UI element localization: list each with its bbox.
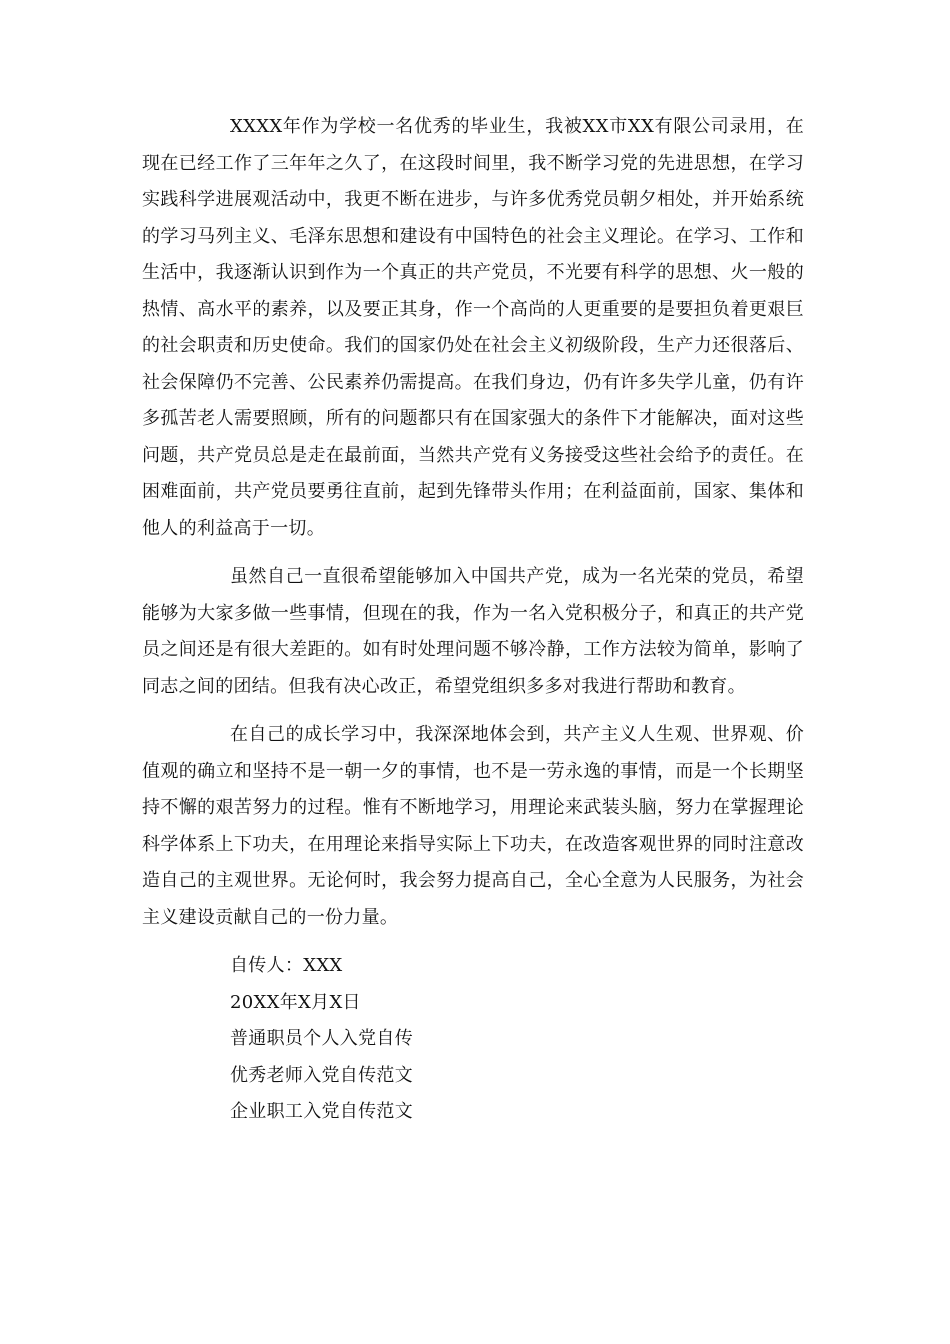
body-paragraph-1: XXXX年作为学校一名优秀的毕业生，我被XX市XX有限公司录用，在现在已经工作了三年年之久了，在这段时间里，我不断学习党的先进思想，在学习实践科学进展观活动中，我更不断在进步，与许多优秀党员朝夕相处，并开始系统的学习马列主义、毛泽东思想和建设有中国特色的社会主义理论。在学习、工作和生活中，我逐渐认识到作为一个真正的共产党员，不光要有科学的思想、火一般的热情、高水平的素养，以及要正其身，作一个高尚的人更重要的是要担负着更艰巨的社会职责和历史使命。我们的国家仍处在社会主义初级阶段，生产力还很落后、社会保障仍不完善、公民素养仍需提高。在我们身边，仍有许多失学儿童，仍有许多孤苦老人需要照顾，所有的问题都只有在国家强大的条件下才能解决，面对这些问题，共产党员总是走在最前面，当然共产党有义务接受这些社会给予的责任。在困难面前，共产党员要勇往直前，起到先锋带头作用；在利益面前，国家、集体和他人的利益高于一切。 xyxy=(142,116,804,539)
related-link-3[interactable]: 企业职工入党自传范文 xyxy=(230,1101,413,1122)
document-page xyxy=(142,109,804,1131)
related-link-2[interactable]: 优秀老师入党自传范文 xyxy=(230,1064,413,1086)
body-paragraph-3: 在自己的成长学习中，我深深地体会到，共产主义人生观、世界观、价值观的确立和坚持不是一朝一夕的事情，也不是一劳永逸的事情，而是一个长期坚持不懈的艰苦努力的过程。惟有不断地学习，用理论来武装头脑，努力在掌握理论科学体系上下功夫，在用理论来指导实际上下功夫，在改造客观世界的同时注意改造自己的主观世界。无论何时，我会努力提高自己，全心全意为人民服务，为社会主义建设贡献自己的一份力量。 xyxy=(142,724,804,928)
related-link-1[interactable]: 普通职员个人入党自传 xyxy=(230,1028,413,1049)
signature-block xyxy=(142,948,804,1131)
body-paragraph-2: 虽然自己一直很希望能够加入中国共产党，成为一名光荣的党员，希望能够为大家多做一些事情，但现在的我，作为一名入党积极分子，和真正的共产党员之间还是有很大差距的。如有时处理问题不够冷静，工作方法较为简单，影响了同志之间的团结。但我有决心改正，希望党组织多多对我进行帮助和教育。 xyxy=(142,566,804,697)
signature-line: 自传人：XXX xyxy=(230,955,343,976)
date-line: 20XX年X月X日 xyxy=(230,991,361,1013)
